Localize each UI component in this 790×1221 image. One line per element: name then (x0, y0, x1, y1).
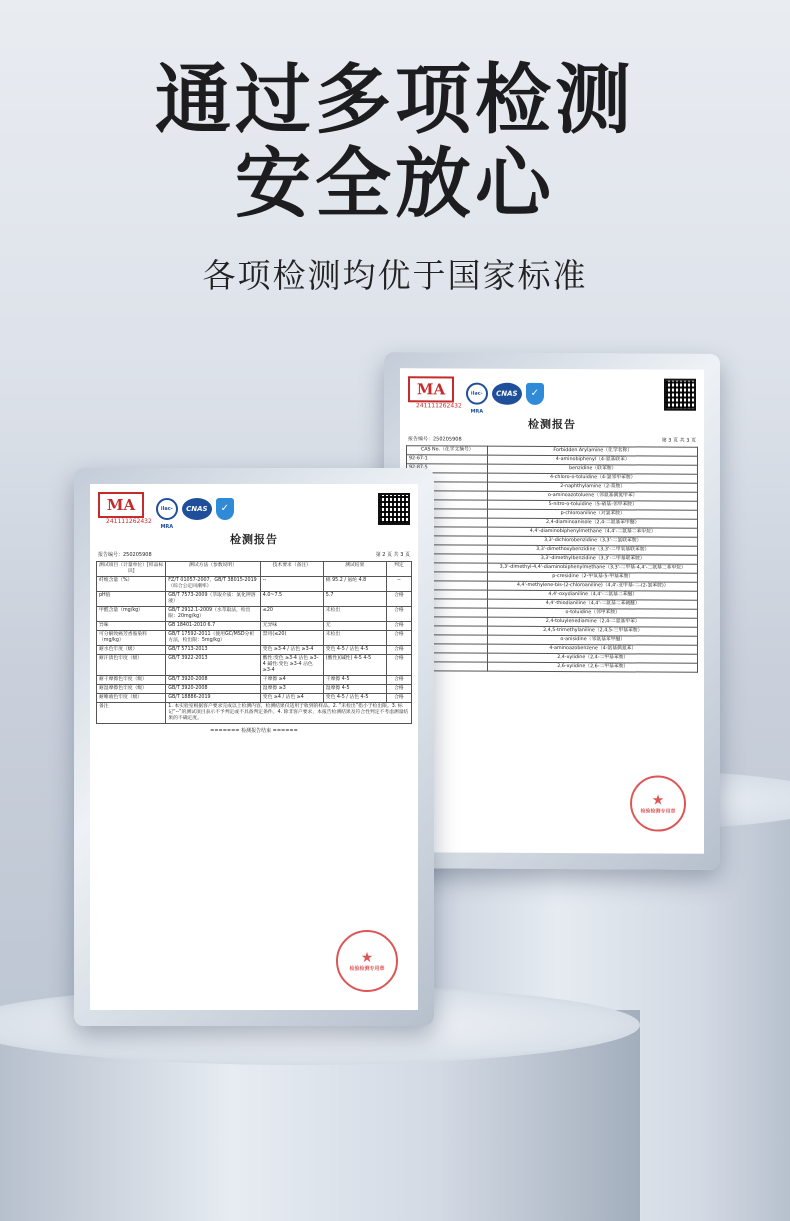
table-cell: 耐唾液色牢度（级） (97, 694, 166, 703)
table-cell: ≤20 (260, 607, 323, 622)
header-cell: 测试方法（参数说明） (166, 562, 261, 577)
table-cell: 合格 (386, 676, 411, 685)
table-cell: 耐汗渍色牢度（级） (97, 655, 166, 676)
qr-code-icon (378, 493, 410, 525)
table-row (97, 655, 412, 676)
table-cell: 2-naphthylamine（2-萘胺） (488, 482, 698, 492)
cnas-logo: CNAS (492, 382, 522, 404)
table-cell: 湿摩擦 4-5 (323, 685, 386, 694)
table-cell: 合格 (386, 685, 411, 694)
table-cell: GB/T 3920-2008 (166, 676, 261, 685)
table-cell: 可分解致癌芳香胺染料（mg/kg） (97, 631, 166, 646)
table-cell: -- (260, 577, 323, 592)
table-cell: o-toluidine（邻甲苯胺） (488, 608, 698, 618)
table-cell: 4,4'-oxydianiline（4,4'-二氨基二苯醚） (488, 590, 698, 600)
table-cell: 4,4'-thiodianiline（4,4'-二氨基二苯硫醚） (488, 599, 698, 609)
table-cell: o-anisidine（邻氨基苯甲醚） (488, 635, 698, 645)
table-row (97, 592, 412, 607)
table-cell: FZ/T 01057-2007、GB/T 38015-2019（综合公定回潮率） (166, 577, 261, 592)
table-cell: 2,6-xylidine（2,6-二甲基苯胺） (488, 662, 698, 672)
certified-shield-icon: ✓ (216, 498, 234, 520)
back-inspection-seal: ★ 检验检测专用章 (630, 775, 686, 831)
table-cell: 耐干摩擦色牢度（级） (97, 676, 166, 685)
table-cell: GB/T 17592-2011（使用GC/MSD分析方法，检出限：5mg/kg） (166, 631, 261, 646)
table-cell: 4-aminobiphenyl（4-氨基联苯） (488, 455, 698, 465)
table-cell: 3,3'-dimethylbenzidine（3,3'-二甲基联苯胺） (488, 554, 698, 564)
table-cell: 3,3'-dimethyl-4,4'-diaminobiphenylmethane（3,3'-二甲基-4,4'-二氨基二苯甲烷） (488, 563, 698, 573)
table-cell: 合格 (386, 655, 411, 676)
table-cell: 甲醛含量（mg/kg） (97, 607, 166, 622)
table-cell: p-chloroaniline（对氯苯胺） (488, 509, 698, 519)
qr-code-icon (664, 378, 696, 410)
table-cell: GB/T 18886-2019 (166, 694, 261, 703)
table-row (97, 676, 412, 685)
table-cell: -- (386, 577, 411, 592)
table-cell: pH值 (97, 592, 166, 607)
table-cell: 耐水色牢度（级） (97, 646, 166, 655)
header-cell: 测试项目（计量单位）[样品标识] (97, 562, 166, 577)
table-cell: 干摩擦 4-5 (323, 676, 386, 685)
cnas-logo: CNAS (182, 498, 212, 520)
table-row (97, 577, 412, 592)
table-cell: 合格 (386, 646, 411, 655)
table-cell: 纤维含量（%） (97, 577, 166, 592)
headline-line2: 安全放心 (235, 139, 555, 228)
table-cell: 3,3'-dimethoxybenzidine（3,3'-二甲氧基联苯胺） (488, 545, 698, 555)
table-cell: 2,4,5-trimethylaniline（2,4,5-三甲基苯胺） (488, 626, 698, 636)
table-cell: 5-nitro-o-toluidine（5-硝基-邻甲苯胺） (488, 500, 698, 510)
table-cell: GB/T 2912.1-2009（水萃取法，检出限：20mg/kg） (166, 607, 261, 622)
table-cell: 干摩擦 ≥4 (260, 676, 323, 685)
header-cell: 判定 (386, 562, 411, 577)
table-cell: 禁用(≤20) (260, 631, 323, 646)
notes-row (97, 703, 412, 724)
back-report-frame (384, 352, 720, 870)
table-cell: 2,4-xylidine（2,4-二甲基苯胺） (488, 653, 698, 663)
table-row (97, 622, 412, 631)
back-report-number: 报告编号：250205908 (408, 436, 462, 443)
table-cell: p-cresidine（2-甲氧基-5-甲基苯胺） (488, 572, 698, 582)
table-row (97, 607, 412, 622)
ilac-logo: ilac-MRA (156, 498, 178, 520)
back-report-page: 第 3 页 共 3 页 (661, 437, 696, 444)
table-cell: 合格 (386, 592, 411, 607)
table-cell: GB/T 5713-2013 (166, 646, 261, 655)
subheadline: 各项检测均优于国家标准 (202, 256, 588, 295)
front-report-frame (74, 468, 434, 1026)
table-cell: 5.7 (323, 592, 386, 607)
ma-number: 241111262432 (106, 518, 152, 525)
table-cell: 4-chloro-o-toluidine（4-氯邻甲苯胺） (488, 473, 698, 483)
table-cell: 变色 ≥4 / 沾色 ≥4 (260, 694, 323, 703)
front-inspection-seal: ★ 检验检测专用章 (336, 930, 398, 992)
table-cell: 合格 (386, 607, 411, 622)
table-cell: 变色 ≥3-4 / 沾色 ≥3-4 (260, 646, 323, 655)
headline-line1: 通过多项检测 (155, 55, 635, 144)
table-cell: 2,4-toluylenediamine（2,4-二氨基甲苯） (488, 617, 698, 627)
front-report-page: 第 2 页 共 3 页 (375, 552, 410, 558)
table-cell: GB/T 3920-2008 (166, 685, 261, 694)
ma-number: 241111262432 (416, 402, 462, 410)
back-report-title: 检测报告 (528, 417, 576, 432)
back-logo-row (400, 368, 704, 415)
table-cell: 4-aminoazobenzene（4-氨基偶氮苯） (488, 644, 698, 654)
table-row (97, 685, 412, 694)
notes-label: 备注 (97, 703, 166, 724)
table-cell: 无 (323, 622, 386, 631)
table-cell: 4,4'-methylene-bis-(2-chloroaniline)（4,4'-亚甲基-二-(2-氯苯胺)） (488, 581, 698, 591)
table-cell: 4,4'-diaminobiphenylmethane（4,4'-二氨基二苯甲烷） (488, 527, 698, 537)
front-logo-row (90, 484, 418, 530)
front-report-table (96, 561, 412, 724)
table-row (97, 631, 412, 646)
table-cell: 变色 4-5 / 沾色 4-5 (323, 646, 386, 655)
table-cell: 酸性:变色 ≥3-4 沾色 ≥3-4 碱性:变色 ≥3-4 沾色 ≥3-4 (260, 655, 323, 676)
table-header-row (97, 562, 412, 577)
table-cell: o-aminoazotoluene（邻氨基偶氮甲苯） (488, 491, 698, 501)
table-cell: 2,4-diaminoanisole（2,4-二氨基苯甲醚） (488, 518, 698, 528)
table-cell: 未检出 (323, 607, 386, 622)
certified-shield-icon: ✓ (526, 382, 544, 404)
ma-logo: MA (408, 376, 454, 402)
table-cell: 合格 (386, 694, 411, 703)
notes-text: 1. 本实验室根据客户要求完成以上检测内容，检测结果仅适用于收到的样品。2. “未检出”指小于检出限。3. 标记“--”的测试项目表示不予判定或不具备判定条件。4. 除非客户要求，本报告检测结果及符合性判定不考虑测量结果的不确定度。 (166, 703, 412, 724)
header-cell: 技术要求（备注） (260, 562, 323, 577)
header-cell: Forbidden Arylamine（化学名称） (488, 446, 698, 456)
report-end-line: ======= 检测报告结束 ====== (210, 728, 298, 734)
table-row (97, 646, 412, 655)
table-cell: 92-67-1 (407, 455, 488, 464)
table-cell: 未检出 (323, 631, 386, 646)
table-row (97, 694, 412, 703)
table-cell: GB/T 3922-2013 (166, 655, 261, 676)
header-cell: 测试结果 (323, 562, 386, 577)
back-report-paper (400, 368, 704, 854)
table-cell: 耐湿摩擦色牢度（级） (97, 685, 166, 694)
table-cell: 无异味 (260, 622, 323, 631)
table-cell: GB/T 7573-2009（萃取介质：氯化钾溶液） (166, 592, 261, 607)
table-row (407, 662, 698, 673)
table-cell: 3,3'-dichlorobenzidine（3,3'-二氯联苯胺） (488, 536, 698, 546)
front-report-paper (90, 484, 418, 1010)
table-cell: GB 18401-2010 6.7 (166, 622, 261, 631)
table-cell: 变色 4-5 / 沾色 4-5 (323, 694, 386, 703)
front-report-title: 检测报告 (230, 533, 278, 546)
table-cell: 异味 (97, 622, 166, 631)
ilac-logo: ilac-MRA (466, 382, 488, 404)
table-cell: 合格 (386, 622, 411, 631)
header-cell: CAS No.（化学文摘号） (407, 446, 488, 455)
table-cell: 棉 95.2 / 氨纶 4.8 (323, 577, 386, 592)
ma-logo: MA (98, 492, 144, 518)
back-report-table (406, 445, 698, 673)
front-report-number: 报告编号：250205908 (98, 552, 152, 558)
table-cell: 合格 (386, 631, 411, 646)
table-cell: 4.0~7.5 (260, 592, 323, 607)
table-cell: 湿摩擦 ≥3 (260, 685, 323, 694)
table-cell: (酸性)(碱性) 4-5 4-5 (323, 655, 386, 676)
table-cell: benzidine（联苯胺） (488, 464, 698, 474)
